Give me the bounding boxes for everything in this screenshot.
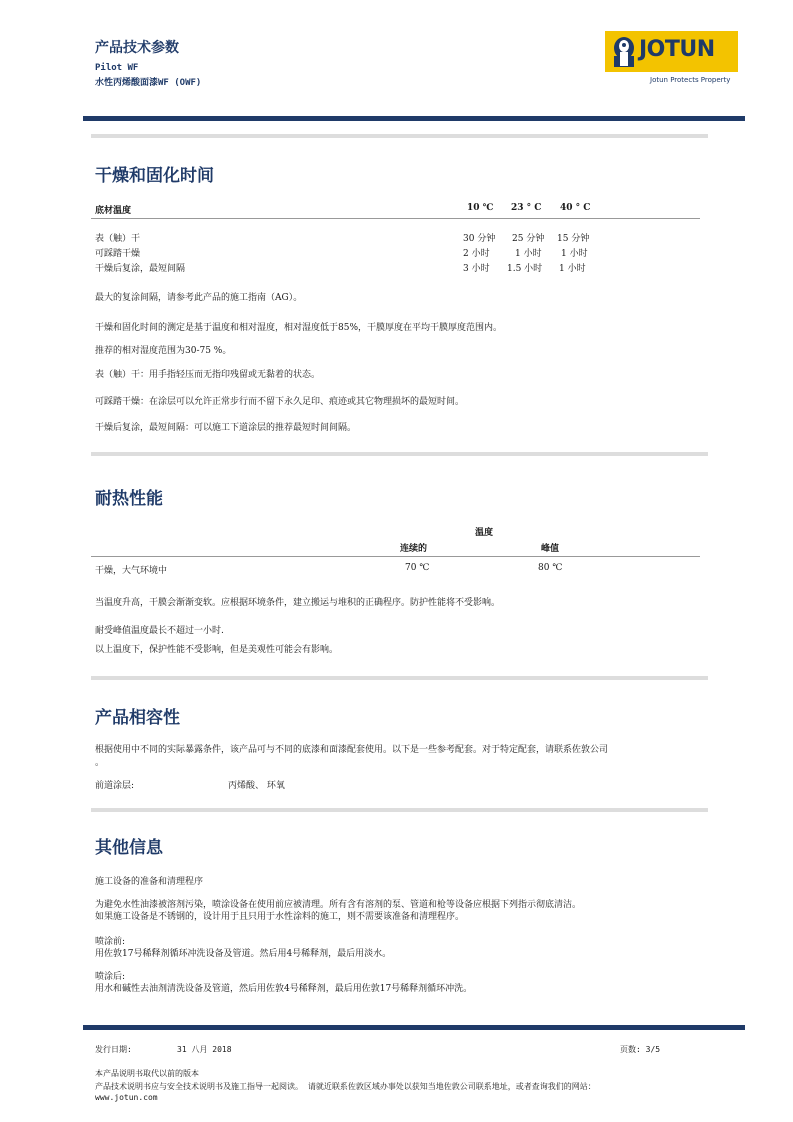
- other-section-title: 其他信息: [95, 838, 163, 858]
- drying-note: 可踩踏干燥：在涂层可以允许正常步行而不留下永久足印、痕迹或其它物理损坏的最短时间。: [95, 397, 465, 407]
- other-paragraph: 为避免水性油漆被溶剂污染，喷涂设备在使用前应被清理。所有含有溶剂的泵、管道和枪等设备应根据下列指示彻底清洁。: [95, 900, 582, 910]
- heat-note: 耐受峰值温度最长不超过一小时.: [95, 626, 224, 636]
- temp-col-3: 40 ° C: [560, 203, 591, 213]
- footer-line: 产品技术说明书应与安全技术说明书及施工指导一起阅读。 请就近联系佐敦区域办事处以获知当地佐敦公司联系地址，或者查询我们的网站：: [95, 1082, 596, 1091]
- logo-tagline: Jotun Protects Property: [650, 76, 731, 84]
- compat-section-title: 产品相容性: [95, 708, 180, 728]
- drying-note: 推荐的相对湿度范围为30-75 %。: [95, 346, 232, 356]
- previous-coat-value: 丙烯酸、 环氧: [228, 781, 285, 791]
- previous-coat-label: 前道涂层:: [95, 781, 135, 791]
- heat-row-label: 干燥，大气环境中: [95, 566, 168, 576]
- logo-wordmark: JOTUN: [639, 37, 715, 62]
- temperature-group-header: 温度: [475, 528, 494, 538]
- section-divider: [91, 452, 708, 456]
- document-type-title: 产品技术参数: [95, 40, 179, 56]
- drying-row-value: 3 小时: [463, 264, 490, 274]
- compat-text-end: 。: [95, 758, 105, 768]
- drying-row-value: 15 分钟: [557, 234, 590, 244]
- temp-col-2: 23 ° C: [511, 203, 542, 213]
- compat-text: 根据使用中不同的实际暴露条件，该产品可与不同的底漆和面漆配套使用。以下是一些参考配套。对于特定配套，请联系佐敦公司: [95, 745, 609, 755]
- heat-continuous-value: 70 ℃: [405, 563, 430, 573]
- other-paragraph: 如果施工设备是不锈钢的，设计用于且只用于水性涂料的施工，则不需要该准备和清理程序。: [95, 912, 465, 922]
- jotun-whale-icon: [611, 35, 637, 68]
- continuous-col-header: 连续的: [400, 544, 428, 554]
- footer-line: 本产品说明书取代以前的版本: [95, 1069, 199, 1078]
- section-divider: [91, 134, 708, 138]
- before-spray-label: 喷涂前:: [95, 937, 126, 947]
- footer-divider: [83, 1025, 745, 1030]
- drying-row-value: 1.5 小时: [507, 264, 543, 274]
- drying-note: 干燥和固化时间的测定是基于温度和相对湿度，相对湿度低于85%，干膜厚度在平均干膜厚度范围内。: [95, 323, 503, 333]
- product-name: Pilot WF: [95, 63, 139, 73]
- section-divider: [91, 676, 708, 680]
- website-link[interactable]: www.jotun.com: [95, 1093, 158, 1102]
- drying-row-value: 1 小时: [559, 264, 586, 274]
- drying-row-value: 1 小时: [561, 249, 588, 259]
- page-number: 页数: 3/5: [620, 1045, 661, 1054]
- drying-note: 干燥后复涂，最短间隔：可以施工下道涂层的推荐最短时间间隔。: [95, 423, 357, 433]
- header-divider: [83, 116, 745, 121]
- drying-section-title: 干燥和固化时间: [95, 166, 214, 186]
- drying-row-label: 干燥后复涂，最短间隔: [95, 264, 186, 274]
- after-spray-text: 用水和碱性去油剂清洗设备及管道，然后用佐敦4号稀释剂，最后用佐敦17号稀释剂循环冲洗。: [95, 984, 473, 994]
- peak-col-header: 峰值: [541, 544, 560, 554]
- after-spray-label: 喷涂后:: [95, 972, 126, 982]
- table-rule: [91, 556, 700, 557]
- issue-date-label: 发行日期:: [95, 1045, 132, 1054]
- heat-note: 以上温度下，保护性能不受影响，但是美观性可能会有影响。: [95, 645, 339, 655]
- drying-row-label: 可踩踏干燥: [95, 249, 141, 259]
- drying-note: 最大的复涂间隔，请参考此产品的施工指南（AG）。: [95, 293, 303, 303]
- temp-col-1: 10 ℃: [467, 203, 494, 213]
- other-subtitle: 施工设备的准备和清理程序: [95, 877, 204, 887]
- drying-row-value: 2 小时: [463, 249, 490, 259]
- substrate-temp-header: 底材温度: [95, 206, 132, 216]
- before-spray-text: 用佐敦17号稀释剂循环冲洗设备及管道。然后用4号稀释剂，最后用淡水。: [95, 949, 392, 959]
- table-rule: [91, 218, 700, 219]
- heat-section-title: 耐热性能: [95, 489, 163, 509]
- drying-row-label: 表（触）干: [95, 234, 141, 244]
- heat-note: 当温度升高，干膜会渐渐变软。应根据环境条件，建立搬运与堆积的正确程序。防护性能将不受影响。: [95, 598, 501, 608]
- product-name-cn: 水性丙烯酸面漆WF (OWF): [95, 78, 202, 88]
- heat-peak-value: 80 ℃: [538, 563, 563, 573]
- drying-row-value: 30 分钟: [463, 234, 496, 244]
- drying-row-value: 25 分钟: [512, 234, 545, 244]
- issue-date-value: 31 八月 2018: [177, 1045, 232, 1054]
- jotun-logo: [605, 31, 738, 72]
- drying-row-value: 1 小时: [515, 249, 542, 259]
- drying-note: 表（触）干：用手指轻压而无指印残留或无黏着的状态。: [95, 370, 321, 380]
- section-divider: [91, 808, 708, 812]
